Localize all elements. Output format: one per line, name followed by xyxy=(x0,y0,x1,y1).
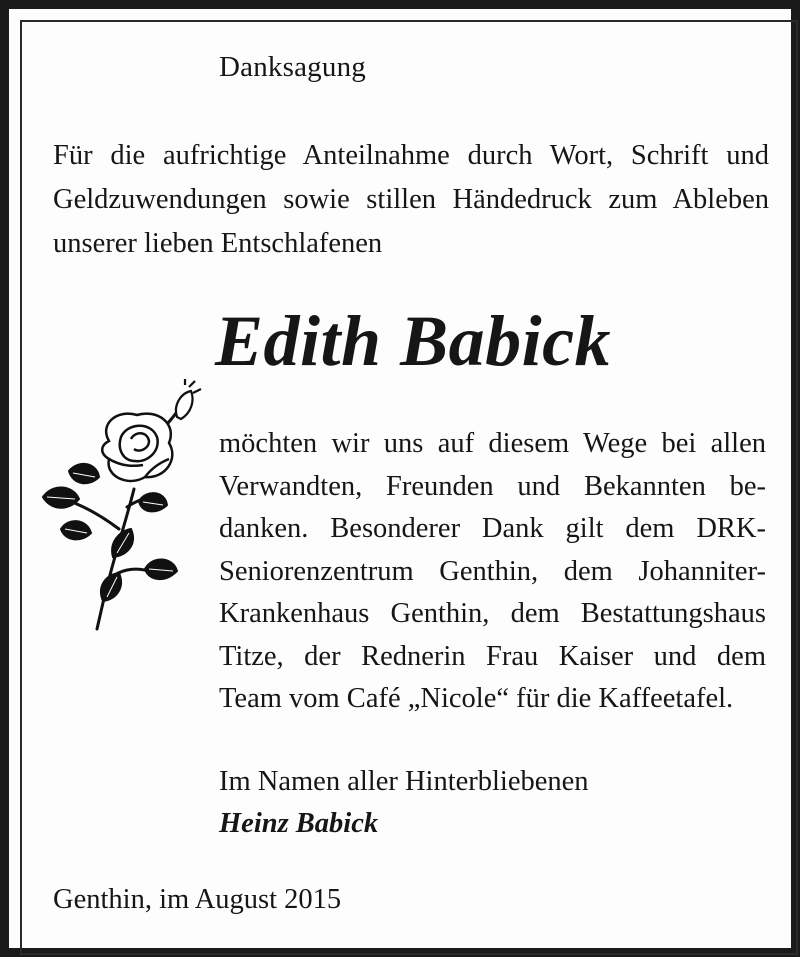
thanks-line: möchten wir uns auf diesem Wege bei allen xyxy=(219,428,766,459)
thanks-line: danken. Besonderer Dank gilt dem DRK- xyxy=(219,513,766,544)
rose-icon xyxy=(39,379,214,639)
thanks-paragraph xyxy=(219,423,766,721)
closing-block xyxy=(219,761,589,845)
on-behalf-line: Im Namen aller Hinterbliebenen xyxy=(219,766,589,797)
thanks-line: Verwandten, Freunden und Bekannten be- xyxy=(219,470,766,502)
thanks-line: Team vom Café „Nicole“ für die Kaffeetafel. xyxy=(219,683,734,714)
signer-name: Heinz Babick xyxy=(219,808,379,839)
intro-line: Für die aufrichtige Anteilnahme durch Wort, Schrift und xyxy=(53,140,769,171)
place-date: Genthin, im August 2015 xyxy=(53,884,342,915)
thanks-line: Titze, der Rednerin Frau Kaiser und dem xyxy=(219,640,766,672)
intro-line: Geldzuwendungen sowie stillen Händedruck zum Ableben xyxy=(53,184,769,215)
thanks-line: Krankenhaus Genthin, dem Bestattungshaus xyxy=(219,598,766,629)
deceased-name: Edith Babick xyxy=(215,301,612,381)
intro-line: unserer lieben Entschlafenen xyxy=(53,228,383,259)
intro-paragraph xyxy=(53,134,769,266)
thanks-line: Seniorenzentrum Genthin, dem Johanniter- xyxy=(219,555,766,587)
notice-heading: Danksagung xyxy=(219,51,366,83)
